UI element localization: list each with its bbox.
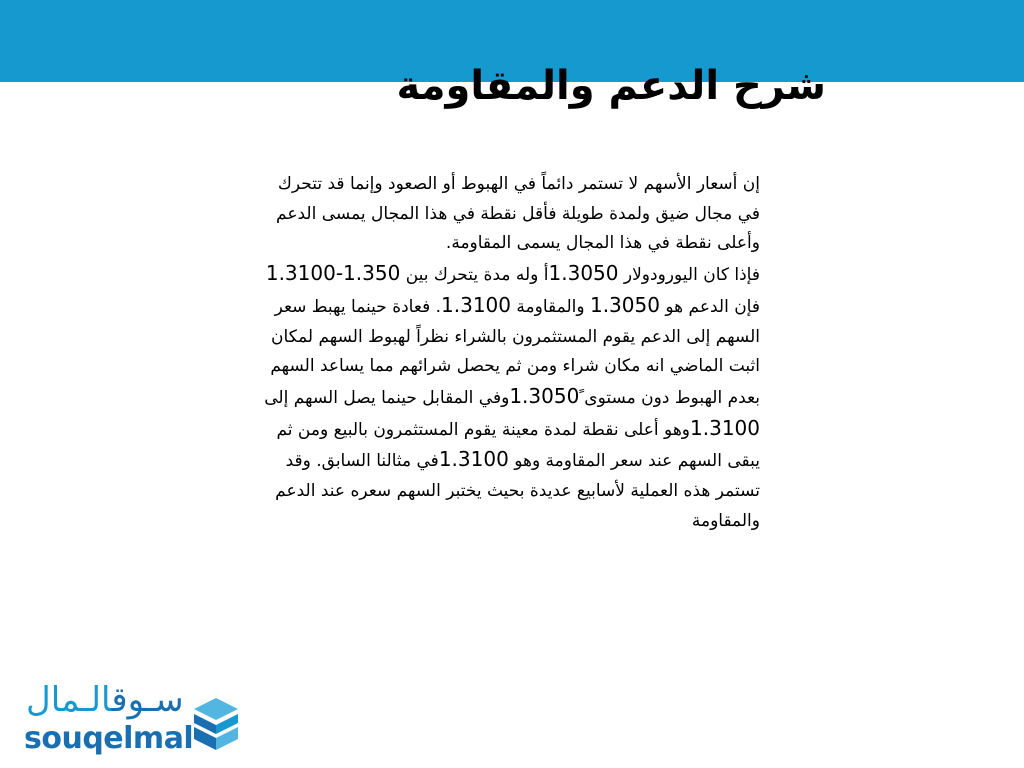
price-value: 1.3100 [441, 292, 511, 317]
example-paragraph [264, 261, 760, 531]
price-value: 1.3100-1.350 [265, 261, 401, 286]
slide-body [262, 170, 760, 536]
text-segment: والمقاومة [511, 296, 590, 317]
text-segment: فإن الدعم هو [659, 296, 760, 317]
logo-latin-text: souqelmal [24, 721, 194, 756]
text-segment: في مثالنا السابق. وقد تستمر هذه العملية لأسابيع عديدة بحيث يختبر السهم سعره عند الدعم والمقاومة [275, 451, 760, 531]
logo-arabic-word-1: سـوق [111, 680, 184, 720]
intro-paragraph: إن أسعار الأسهم لا تستمر دائماً في الهبوط أو الصعود وإنما قد تتحرك في مجال ضيق ولمدة طويلة فأقل نقطة في هذا المجال يمسى الدعم وأعلى نقطة في هذا المجال يسمى المقاومة. [276, 174, 760, 254]
price-value: 1.3050 [509, 383, 580, 408]
souqelmal-logo [24, 680, 244, 758]
price-value: 1.3050 [589, 292, 660, 317]
text-segment: أ وله مدة يتحرك بين [400, 265, 549, 286]
logo-arabic-word-2: الـمال [26, 680, 112, 720]
text-segment: وهو أعلى نقطة لمدة معينة يقوم المستثمرون بالبيع ومن ثم يبقى السهم عند سعر المقاومة وهو [276, 419, 760, 472]
price-value: 1.3100 [438, 447, 509, 472]
layered-cube-icon [192, 696, 240, 752]
text-segment: فإذا كان اليورودولار [618, 265, 760, 286]
slide-title: شرح الدعم والمقاومة [396, 63, 826, 109]
price-value: 1.3100 [690, 415, 760, 440]
logo-arabic-text [26, 680, 184, 721]
price-value: 1.3050 [548, 261, 619, 286]
text-segment: وفي المقابل حينما يصل السهم إلى [264, 387, 510, 408]
text-segment: . فعادة حينما يهبط سعر السهم إلى الدعم يقوم المستثمرون بالشراء نظراً لهبوط السهم لمكان اثبت الماضي انه مكان شراء ومن ثم يحصل شرائهم مما يساعد السهم بعدم الهبوط دون مستوى ً [270, 296, 760, 408]
